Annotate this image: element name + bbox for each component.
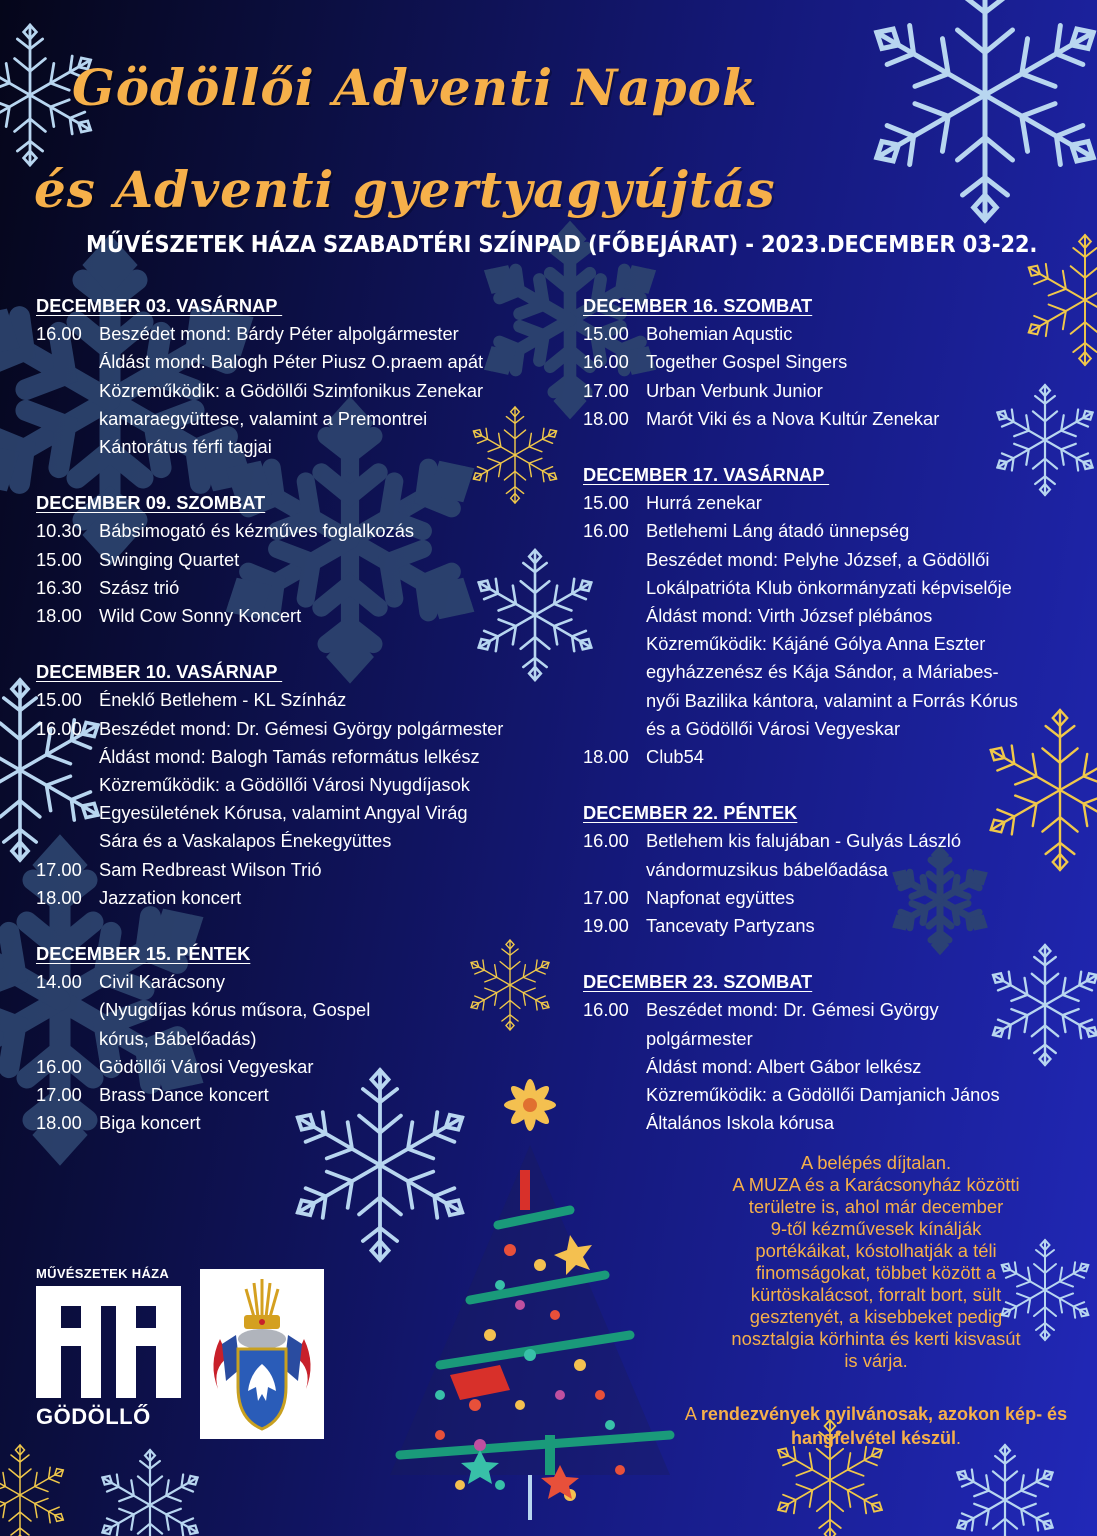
event-time: 16.00 <box>36 717 82 739</box>
title-line-1: Gödöllői Adventi Napok <box>72 58 758 117</box>
event-time: 17.00 <box>583 379 629 401</box>
day-heading: DECEMBER 03. VASÁRNAP <box>36 295 283 316</box>
event-line: Áldást mond: Balogh Péter Piusz O.praem apát <box>99 351 484 373</box>
coat-of-arms-icon <box>200 1269 324 1439</box>
event-line: Egyesületének Kórusa, valamint Angyal Virág <box>99 802 468 824</box>
event-line: Brass Dance koncert <box>99 1084 269 1106</box>
program-right-column <box>583 292 1083 1165</box>
event-time: 16.00 <box>583 830 629 852</box>
event-line: Club54 <box>646 746 704 768</box>
event-line: Közreműködik: a Gödöllői Városi Nyugdíjasok <box>99 774 470 796</box>
notice-suffix: . <box>956 1428 962 1448</box>
event-row <box>583 320 1083 348</box>
event-row <box>583 405 1083 433</box>
event-line: Szász trió <box>99 576 180 598</box>
event-row <box>583 377 1083 405</box>
event-line: Kántorátus férfi tagjai <box>99 436 272 458</box>
event-line: Bábsimogató és kézműves foglalkozás <box>99 520 415 542</box>
event-line: Swinging Quartet <box>99 548 240 570</box>
event-description <box>646 743 1083 771</box>
event-line: Wild Cow Sonny Koncert <box>99 605 302 627</box>
event-row <box>583 517 1083 743</box>
event-time: 17.00 <box>583 886 629 908</box>
event-line: Betlehemi Láng átadó ünnepség <box>646 520 910 542</box>
program-left-column <box>36 292 576 1165</box>
event-time: 15.00 <box>36 548 82 570</box>
event-line: (Nyugdíjas kórus műsora, Gospel <box>99 999 371 1021</box>
event-line: Éneklő Betlehem - KL Színház <box>99 689 347 711</box>
event-line: Betlehem kis falujában - Gulyás László <box>646 830 962 852</box>
event-time: 17.00 <box>36 858 82 880</box>
event-time: 15.00 <box>36 689 82 711</box>
event-time: 16.00 <box>583 999 629 1021</box>
day-heading: DECEMBER 22. PÉNTEK <box>583 802 798 824</box>
day-heading: DECEMBER 16. SZOMBAT <box>583 295 813 316</box>
event-line: Marót Viki és a Nova Kultúr Zenekar <box>646 407 940 429</box>
event-row <box>36 517 576 545</box>
event-line: Lokálpatrióta Klub önkormányzati képviselője <box>646 576 1012 598</box>
notice-prefix: A <box>684 1404 701 1424</box>
event-description <box>646 405 1083 433</box>
event-description <box>646 320 1083 348</box>
event-description <box>99 546 576 574</box>
event-row <box>36 574 576 602</box>
event-line: Biga koncert <box>99 1112 201 1134</box>
event-line: Napfonat együttes <box>646 886 795 908</box>
event-line: polgármester <box>646 1027 753 1049</box>
event-row <box>36 546 576 574</box>
muzeum-logo <box>32 1266 192 1438</box>
event-line: Sára és a Vaskalapos Énekegyüttes <box>99 830 392 852</box>
event-row <box>583 348 1083 376</box>
day-heading: DECEMBER 09. SZOMBAT <box>36 492 266 514</box>
info-line: gesztenyét, a kisebbeket pedig <box>749 1306 1003 1327</box>
event-time: 16.00 <box>36 323 82 345</box>
event-line: Közreműködik: Kájáné Gólya Anna Eszter <box>646 633 986 655</box>
info-paragraph <box>676 1152 1076 1372</box>
notice-bold-text: rendezvények nyilvánosak, azokon kép- és hangfelvétel készül <box>700 1404 1068 1448</box>
event-line: Áldást mond: Virth József plébános <box>646 605 933 627</box>
program-day <box>36 292 576 461</box>
event-row <box>36 602 576 630</box>
event-line: Bohemian Aqustic <box>646 323 793 345</box>
event-line: Beszédet mond: Bárdy Péter alpolgármester <box>99 323 459 345</box>
info-line: nosztalgia körhinta és kerti kisvasút <box>731 1328 1021 1349</box>
event-line: Together Gospel Singers <box>646 351 848 373</box>
event-description <box>99 856 576 884</box>
event-time: 18.00 <box>583 746 629 768</box>
event-row <box>583 489 1083 517</box>
event-description <box>646 912 1083 940</box>
event-description <box>99 884 576 912</box>
event-line: Beszédet mond: Dr. Gémesi György polgármester <box>99 717 504 739</box>
event-line: Hurrá zenekar <box>646 492 762 514</box>
program-day <box>36 489 576 630</box>
event-line: nyői Bazilika kántora, valamint a Forrás Kórus <box>646 689 1018 711</box>
event-row <box>583 827 1083 883</box>
event-description <box>646 884 1083 912</box>
event-time: 16.00 <box>36 1055 82 1077</box>
event-time: 19.00 <box>583 915 629 937</box>
event-line: Civil Karácsony <box>99 971 225 993</box>
event-row <box>583 884 1083 912</box>
event-description <box>646 827 1083 883</box>
event-line: Általános Iskola kórusa <box>646 1112 834 1134</box>
public-event-notice <box>676 1402 1076 1450</box>
event-line: Közreműködik: a Gödöllői Damjanich János <box>646 1084 1000 1106</box>
event-line: egyházzenész és Kája Sándor, a Máriabes- <box>646 661 999 683</box>
event-description <box>99 968 576 1053</box>
event-row <box>36 856 576 884</box>
event-line: Beszédet mond: Pelyhe József, a Gödöllői <box>646 548 990 570</box>
info-line: A MUZA és a Karácsonyház közötti <box>732 1174 1020 1195</box>
event-description <box>646 348 1083 376</box>
event-row <box>583 743 1083 771</box>
title-line-2: és Adventi gyertyagyújtás <box>34 160 776 219</box>
event-description <box>99 574 576 602</box>
event-time: 17.00 <box>36 1084 82 1106</box>
event-row <box>36 968 576 1053</box>
event-time: 15.00 <box>583 492 629 514</box>
event-line: Gödöllői Városi Vegyeskar <box>99 1055 314 1077</box>
info-line: finomságokat, többet között a <box>755 1262 997 1283</box>
day-heading: DECEMBER 17. VASÁRNAP <box>583 464 830 486</box>
event-time: 14.00 <box>36 971 82 993</box>
event-time: 18.00 <box>36 886 82 908</box>
event-line: Áldást mond: Balogh Tamás református lelkész <box>99 745 480 767</box>
event-line: Közreműködik: a Gödöllői Szimfonikus Zenekar <box>99 379 484 401</box>
program-day <box>583 292 1083 433</box>
event-time: 16.30 <box>36 576 82 598</box>
event-time: 15.00 <box>583 323 629 345</box>
event-time: 18.00 <box>36 605 82 627</box>
logo-city: GÖDÖLLŐ <box>36 1404 151 1429</box>
event-line: Jazzation koncert <box>99 886 242 908</box>
event-description <box>99 686 576 714</box>
event-line: Sam Redbreast Wilson Trió <box>99 858 322 880</box>
day-heading: DECEMBER 10. VASÁRNAP <box>36 661 283 683</box>
event-description <box>99 715 576 856</box>
event-description <box>99 517 576 545</box>
day-heading: DECEMBER 15. PÉNTEK <box>36 943 251 965</box>
city-crest <box>200 1269 324 1439</box>
day-heading: DECEMBER 23. SZOMBAT <box>583 971 813 993</box>
event-row <box>36 320 576 461</box>
program-day <box>583 799 1083 940</box>
event-time: 16.00 <box>583 351 629 373</box>
event-row <box>36 715 576 856</box>
event-line: kórus, Bábelőadás) <box>99 1027 257 1049</box>
info-line: is várja. <box>844 1350 908 1371</box>
event-line: Urban Verbunk Junior <box>646 379 823 401</box>
info-line: kürtöskalácsot, forralt bort, sült <box>750 1284 1002 1305</box>
event-line: Beszédet mond: Dr. Gémesi György <box>646 999 939 1021</box>
event-time: 18.00 <box>583 407 629 429</box>
logo-mark-icon <box>36 1286 181 1398</box>
event-line: és a Gödöllői Városi Vegyeskar <box>646 717 901 739</box>
event-description <box>646 377 1083 405</box>
event-description <box>646 996 1083 1137</box>
program-day <box>583 461 1083 771</box>
event-line: Tancevaty Partyzans <box>646 915 815 937</box>
event-description <box>646 489 1083 517</box>
info-line: portékáikat, kóstolhatják a téli <box>755 1240 997 1261</box>
event-description <box>99 320 576 461</box>
event-time: 10.30 <box>36 520 82 542</box>
venue-date-subtitle: MŰVÉSZETEK HÁZA SZABADTÉRI SZÍNPAD (FŐBEJÁRAT) - 2023.DECEMBER 03-22. <box>86 232 1038 258</box>
event-time: 16.00 <box>583 520 629 542</box>
event-description <box>646 517 1083 743</box>
event-time: 18.00 <box>36 1112 82 1134</box>
event-row <box>36 686 576 714</box>
logo-caption: MŰVÉSZETEK HÁZA <box>36 1266 170 1281</box>
program-day <box>36 658 576 912</box>
event-line: kamaraegyüttese, valamint a Premontrei <box>99 407 428 429</box>
event-row <box>583 912 1083 940</box>
info-line: 9-től kézművesek kínálják <box>770 1218 982 1239</box>
event-description <box>99 602 576 630</box>
christmas-tree-decoration <box>380 1075 680 1536</box>
event-line: Áldást mond: Albert Gábor lelkész <box>646 1055 922 1077</box>
info-line: területre is, ahol már december <box>748 1196 1004 1217</box>
event-line: vándormuzsikus bábelőadása <box>646 858 888 880</box>
info-line: A belépés díjtalan. <box>800 1152 952 1173</box>
event-row <box>36 884 576 912</box>
